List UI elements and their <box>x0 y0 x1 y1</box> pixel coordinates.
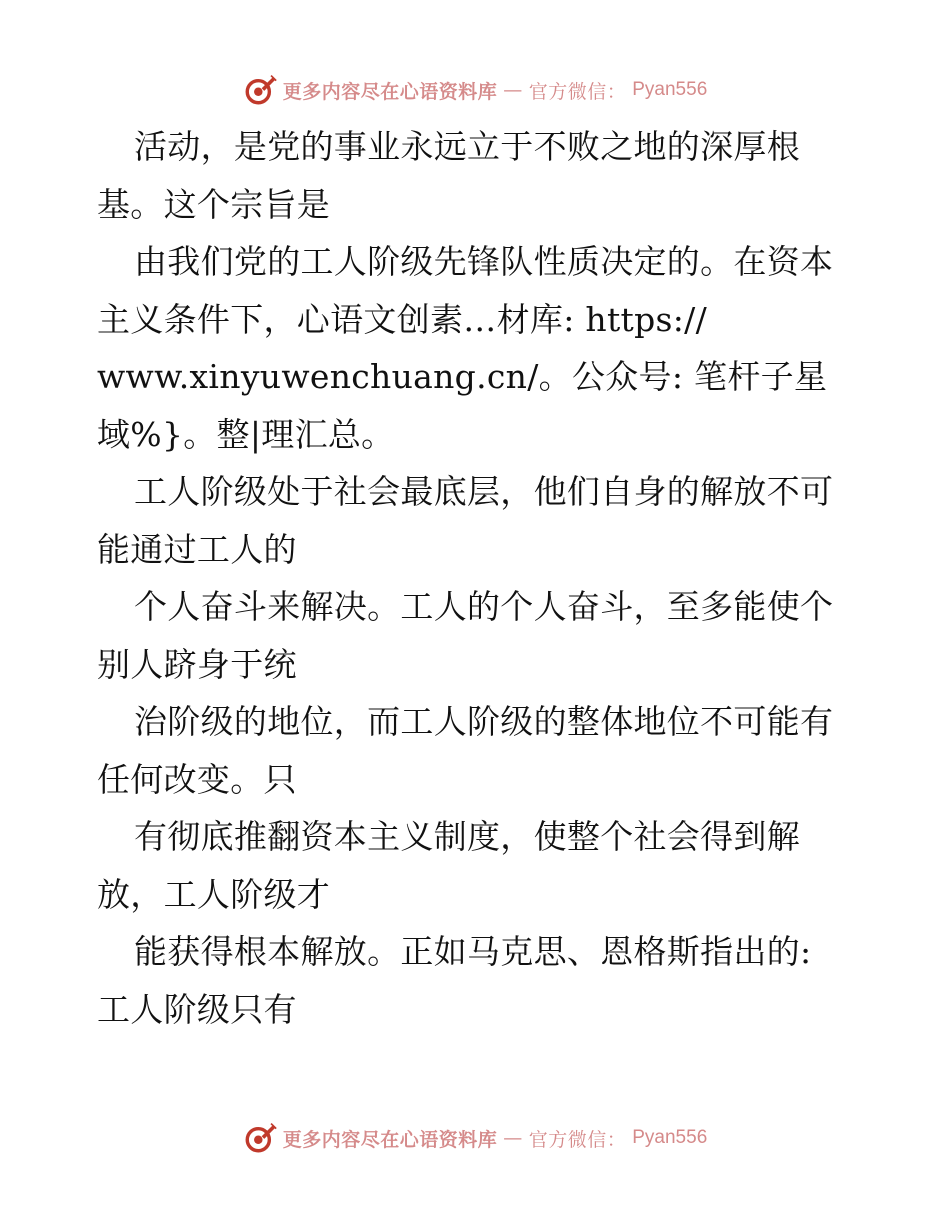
body-line: 能通过工人的 <box>97 529 297 569</box>
footer-separator: — <box>503 1127 523 1149</box>
header-banner <box>0 70 950 110</box>
body-line: 活动，是党的事业永远立于不败之地的深厚根 <box>134 127 800 166</box>
body-line: 工人阶级处于社会最底层，他们自身的解放不可 <box>134 472 834 511</box>
footer-wechat-label: 官方微信： <box>528 1128 627 1151</box>
pen-nib-circle-logo-icon <box>243 1121 277 1155</box>
body-line: 别人跻身于统 <box>97 644 297 684</box>
body-line: 能获得根本解放。正如马克思、恩格斯指出的: <box>134 932 812 971</box>
header-wechat-label: 官方微信： <box>528 80 627 103</box>
footer-banner <box>0 1118 950 1158</box>
body-line: 基。这个宗旨是 <box>97 184 331 224</box>
body-line: 个人奋斗来解决。工人的个人奋斗，至多能使个 <box>134 587 834 626</box>
body-line: 治阶级的地位，而工人阶级的整体地位不可能有 <box>134 702 834 741</box>
pen-nib-circle-logo-icon <box>243 73 277 107</box>
footer-brand-text: 更多内容尽在心语资料库 <box>282 1128 498 1151</box>
body-line: 域%}。整|理汇总。 <box>97 414 395 454</box>
header-brand-text: 更多内容尽在心语资料库 <box>282 80 498 103</box>
body-line: www.xinyuwenchuang.cn/。公众号: 笔杆子星 <box>97 357 828 396</box>
body-line: 放，工人阶级才 <box>97 874 331 914</box>
document-body <box>97 118 887 1038</box>
footer-wechat-id: Pyan556 <box>632 1127 708 1148</box>
body-line: 任何改变。只 <box>97 759 297 799</box>
body-line: 由我们党的工人阶级先锋队性质决定的。在资本 <box>134 242 834 281</box>
body-line: 工人阶级只有 <box>97 989 297 1029</box>
body-line: 主义条件下，心语文创素…材库: https:// <box>97 299 707 339</box>
body-line: 有彻底推翻资本主义制度，使整个社会得到解 <box>134 817 800 856</box>
header-separator: — <box>503 79 523 101</box>
header-wechat-id: Pyan556 <box>632 79 708 100</box>
